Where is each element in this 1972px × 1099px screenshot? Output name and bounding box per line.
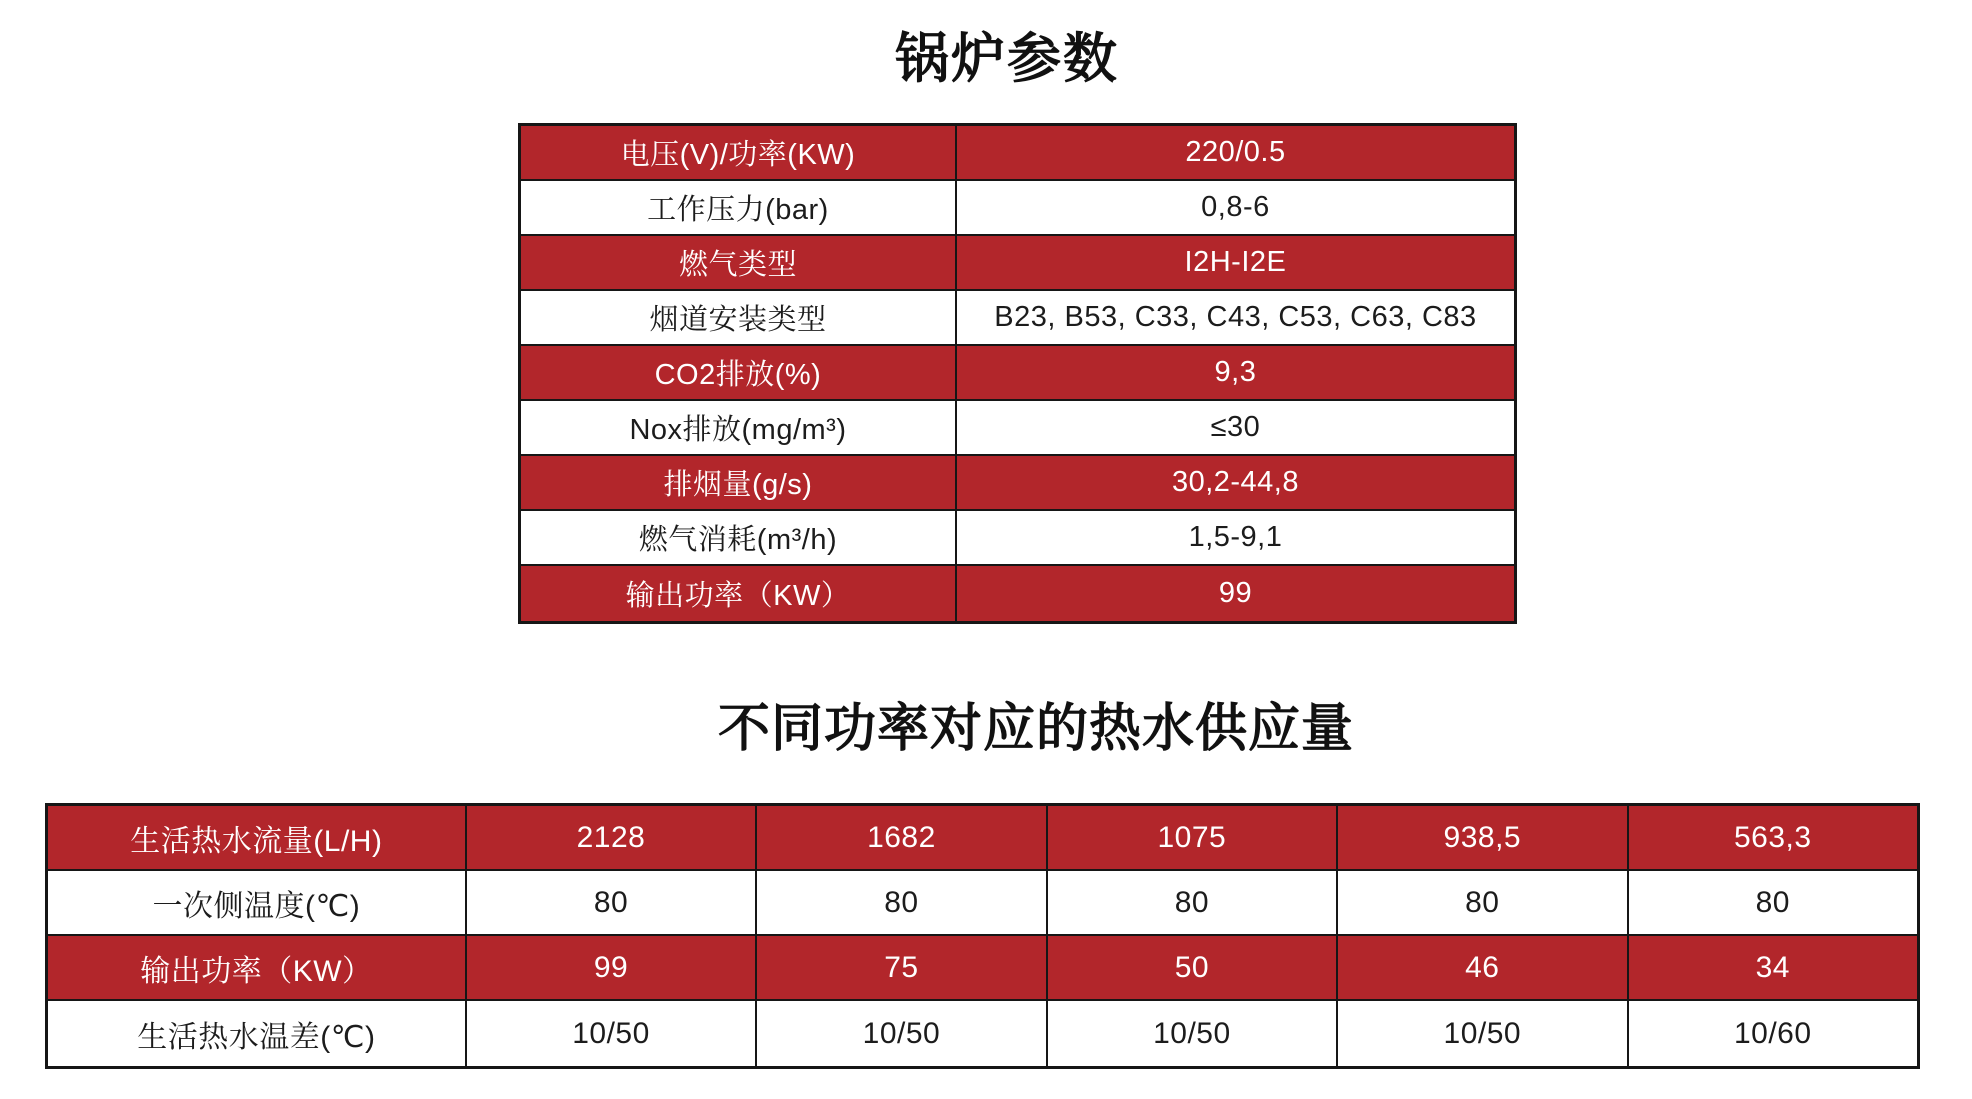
data-value: 50 bbox=[1046, 936, 1336, 999]
param-value: B23, B53, C33, C43, C53, C63, C83 bbox=[955, 291, 1514, 344]
param-value: I2H-I2E bbox=[955, 236, 1514, 289]
param-label: Nox排放(mg/m³) bbox=[629, 414, 847, 446]
data-value: 99 bbox=[465, 936, 755, 999]
param-label: 燃气类型 bbox=[678, 249, 797, 281]
row-gas-type bbox=[521, 236, 1514, 291]
param-label: CO2排放(%) bbox=[654, 359, 822, 391]
data-value: 80 bbox=[755, 871, 1045, 934]
row-label: 一次侧温度(℃) bbox=[152, 889, 361, 923]
data-value: 10/50 bbox=[755, 1001, 1045, 1066]
row-output-power bbox=[521, 566, 1514, 621]
data-value: 10/50 bbox=[1336, 1001, 1626, 1066]
row-gas-consumption bbox=[521, 511, 1514, 566]
data-value: 10/50 bbox=[465, 1001, 755, 1066]
data-value: 46 bbox=[1336, 936, 1626, 999]
data-value: 2128 bbox=[465, 806, 755, 869]
row-flue-install-type bbox=[521, 291, 1514, 346]
data-value: 938,5 bbox=[1336, 806, 1626, 869]
row-label: 输出功率（KW） bbox=[140, 954, 373, 988]
param-value: 1,5-9,1 bbox=[955, 511, 1514, 564]
boiler-parameters-title: 锅炉参数 bbox=[895, 29, 1119, 89]
param-value: 99 bbox=[955, 566, 1514, 621]
row-working-pressure bbox=[521, 181, 1514, 236]
param-label: 工作压力(bar) bbox=[647, 194, 829, 226]
param-value: 9,3 bbox=[955, 346, 1514, 399]
row-label: 生活热水流量(L/H) bbox=[130, 824, 383, 858]
param-label: 燃气消耗(m³/h) bbox=[638, 524, 838, 556]
data-value: 34 bbox=[1627, 936, 1917, 999]
param-label: 烟道安装类型 bbox=[649, 304, 827, 336]
data-value: 10/50 bbox=[1046, 1001, 1336, 1066]
param-label: 输出功率（KW） bbox=[625, 580, 851, 612]
data-value: 1075 bbox=[1046, 806, 1336, 869]
row-dhw-temp-diff bbox=[48, 1001, 1917, 1066]
data-value: 10/60 bbox=[1627, 1001, 1917, 1066]
data-value: 80 bbox=[1336, 871, 1626, 934]
param-value: ≤30 bbox=[955, 401, 1514, 454]
row-output-power-kw bbox=[48, 936, 1917, 1001]
row-dhw-flow bbox=[48, 806, 1917, 871]
data-value: 80 bbox=[1627, 871, 1917, 934]
row-label: 生活热水温差(℃) bbox=[137, 1020, 376, 1054]
param-label: 排烟量(g/s) bbox=[663, 469, 813, 501]
hot-water-supply-table bbox=[45, 803, 1920, 1069]
row-flue-gas-rate bbox=[521, 456, 1514, 511]
data-value: 80 bbox=[465, 871, 755, 934]
row-nox-emission bbox=[521, 401, 1514, 456]
data-value: 75 bbox=[755, 936, 1045, 999]
param-value: 0,8-6 bbox=[955, 181, 1514, 234]
row-voltage-power bbox=[521, 126, 1514, 181]
param-value: 220/0.5 bbox=[955, 126, 1514, 179]
hot-water-supply-title: 不同功率对应的热水供应量 bbox=[717, 700, 1354, 758]
data-value: 80 bbox=[1046, 871, 1336, 934]
param-label: 电压(V)/功率(KW) bbox=[620, 139, 856, 171]
boiler-parameters-table bbox=[518, 123, 1517, 624]
param-value: 30,2-44,8 bbox=[955, 456, 1514, 509]
row-co2-emission bbox=[521, 346, 1514, 401]
data-value: 563,3 bbox=[1627, 806, 1917, 869]
data-value: 1682 bbox=[755, 806, 1045, 869]
row-primary-side-temp bbox=[48, 871, 1917, 936]
